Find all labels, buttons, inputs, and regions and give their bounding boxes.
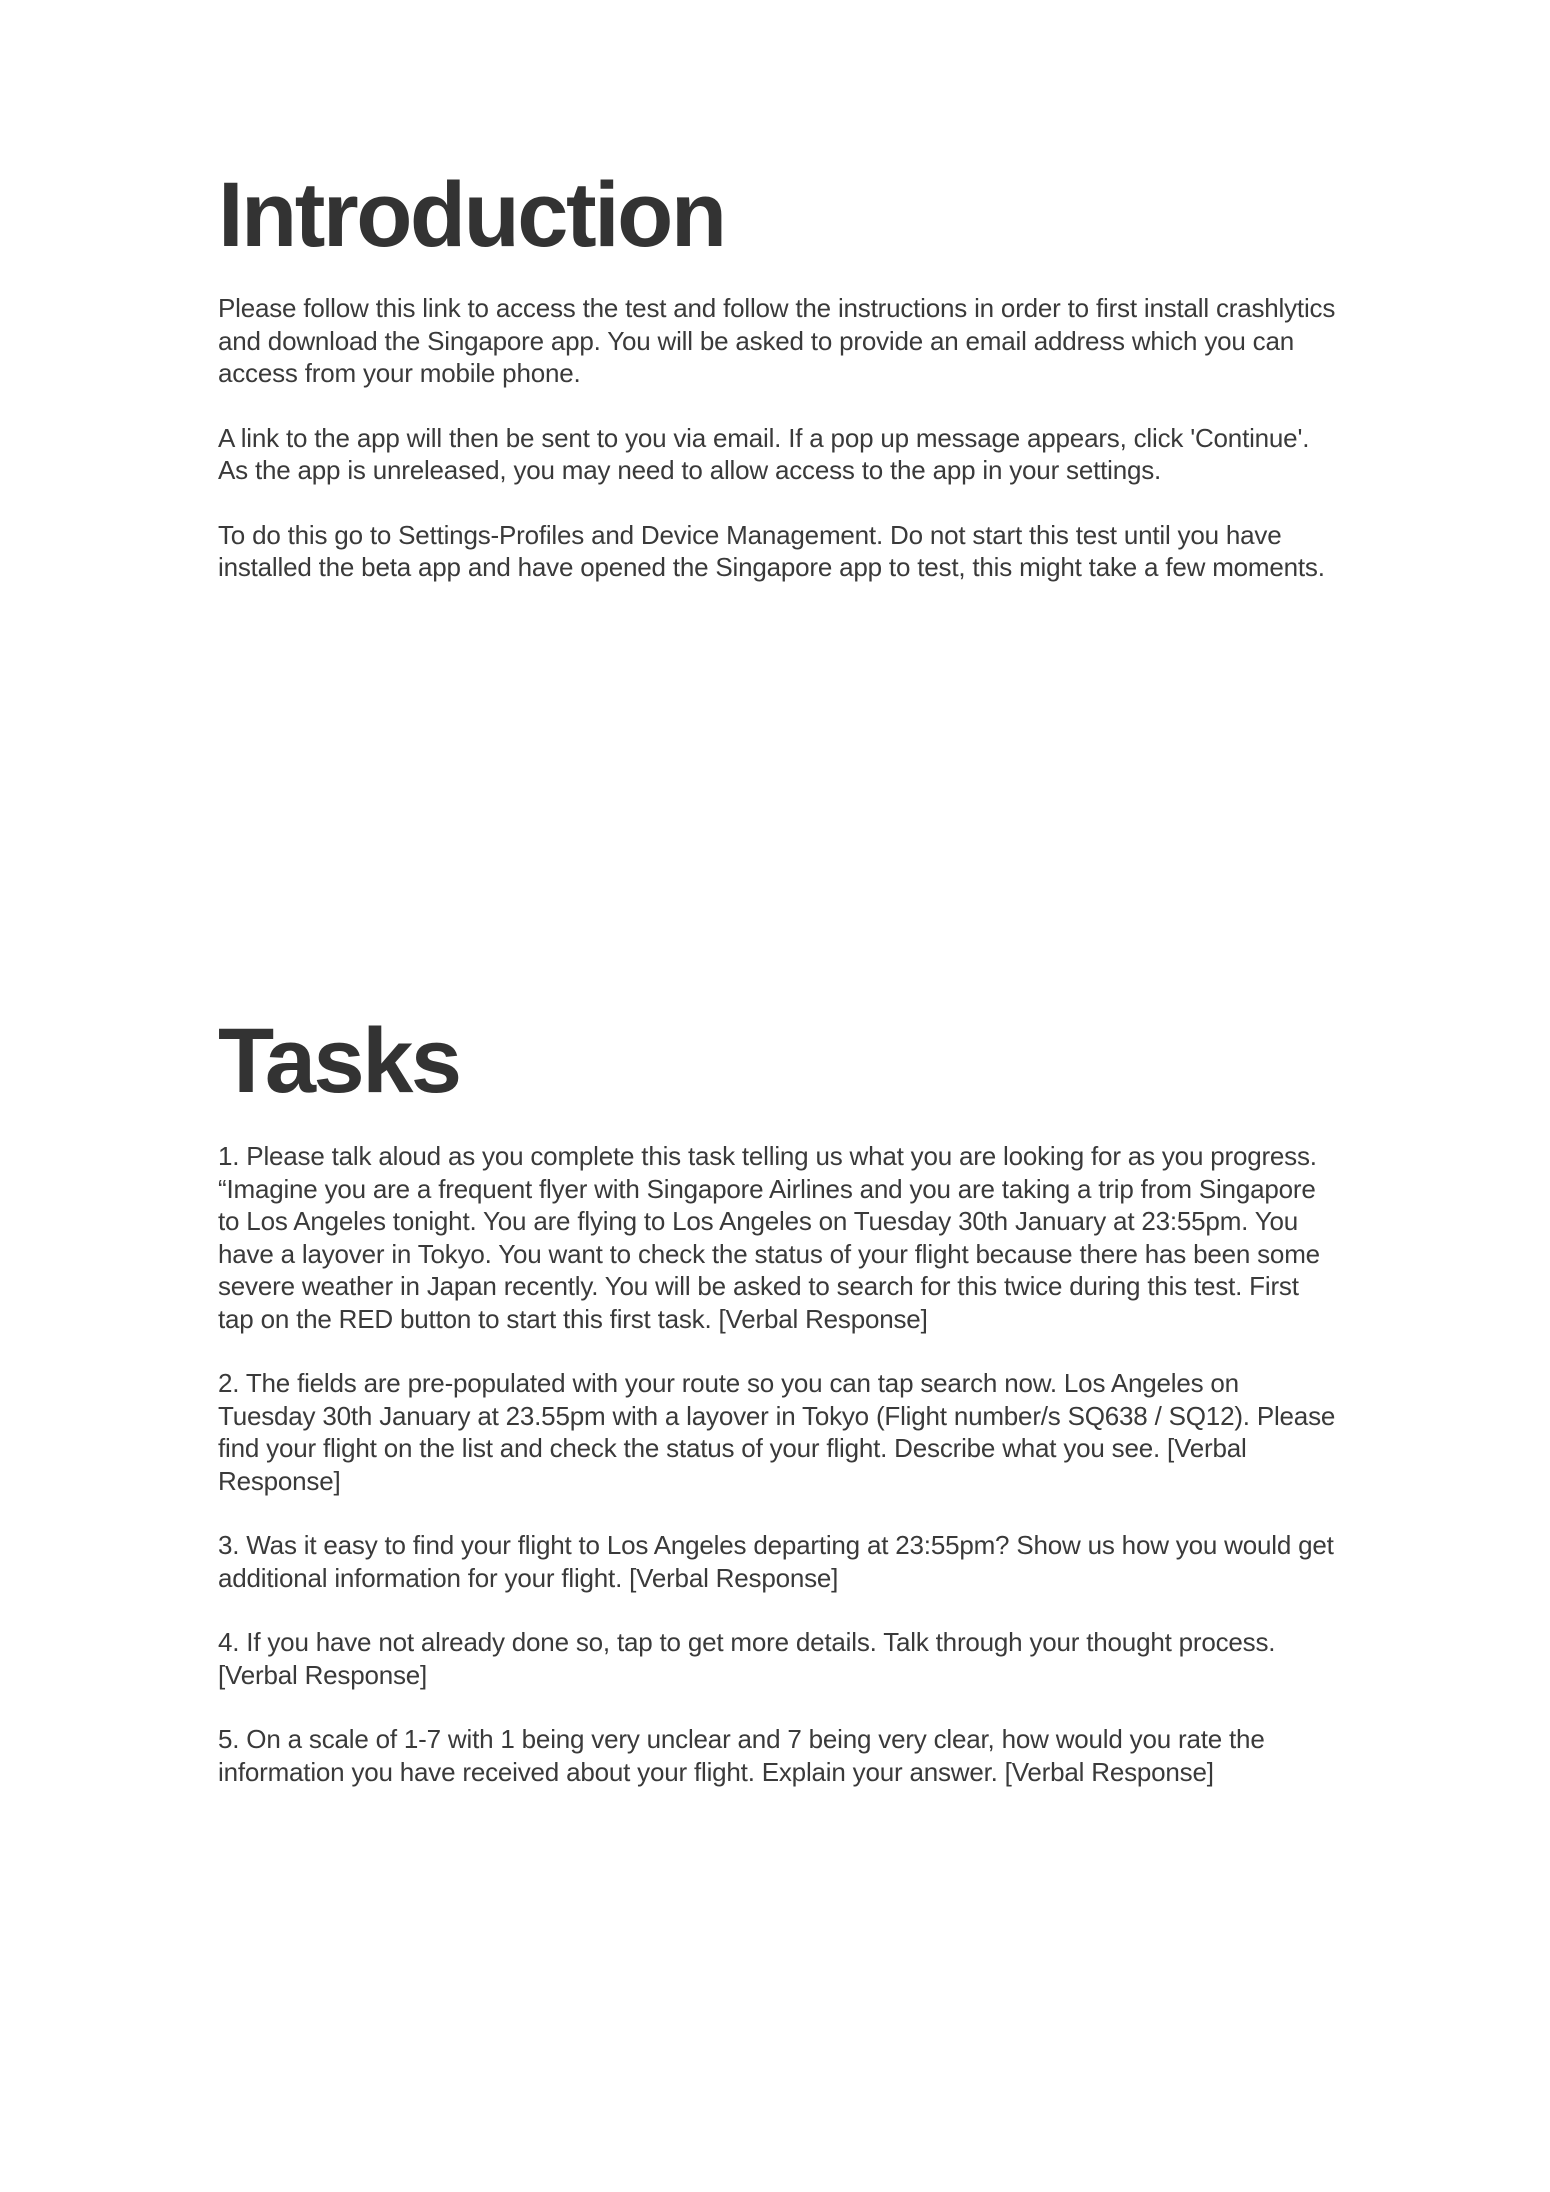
introduction-paragraph: A link to the app will then be sent to you via email. If a pop up message appears, click 'Continue'. As the app is unreleased, you may need to allow access to the app in your settings.	[218, 422, 1310, 485]
tasks-heading: Tasks	[218, 1010, 460, 1112]
introduction-paragraph: Please follow this link to access the test and follow the instructions in order to first install crashlytics and download the Singapore app. You will be asked to provide an email address which you can access from your mobile phone.	[218, 293, 1336, 388]
introduction-section	[218, 160, 1338, 584]
task-item: 4. If you have not already done so, tap to get more details. Talk through your thought process. [Verbal Response]	[218, 1627, 1276, 1690]
introduction-paragraph: To do this go to Settings-Profiles and Device Management. Do not start this test until you have installed the beta app and have opened the Singapore app to test, this might take a few moments.	[218, 519, 1325, 582]
task-item: 1. Please talk aloud as you complete this task telling us what you are looking for as you progress. “Imagine you are a frequent flyer with Singapore Airlines and you are taking a trip from Singapore to Los Angeles tonight. You are flying to Los Angeles on Tuesday 30th January at 23:55pm. You have a layover in Tokyo. You want to check the status of your flight because there has been some severe weather in Japan recently. You will be asked to search for this twice during this test. First tap on the RED button to start this first task. [Verbal Response]	[218, 1141, 1320, 1334]
task-item: 2. The fields are pre-populated with your route so you can tap search now. Los Angeles on Tuesday 30th January at 23.55pm with a layover in Tokyo (Flight number/s SQ638 / SQ12). Please find your flight on the list and check the status of your flight. Describe what you see. [Verbal Response]	[218, 1368, 1336, 1496]
tasks-section	[218, 1006, 1338, 1788]
task-item: 5. On a scale of 1-7 with 1 being very unclear and 7 being very clear, how would you rate the information you have received about your flight. Explain your answer. [Verbal Response]	[218, 1724, 1265, 1787]
task-item: 3. Was it easy to find your flight to Los Angeles departing at 23:55pm? Show us how you would get additional information for your flight. [Verbal Response]	[218, 1530, 1334, 1593]
introduction-heading: Introduction	[218, 164, 725, 266]
